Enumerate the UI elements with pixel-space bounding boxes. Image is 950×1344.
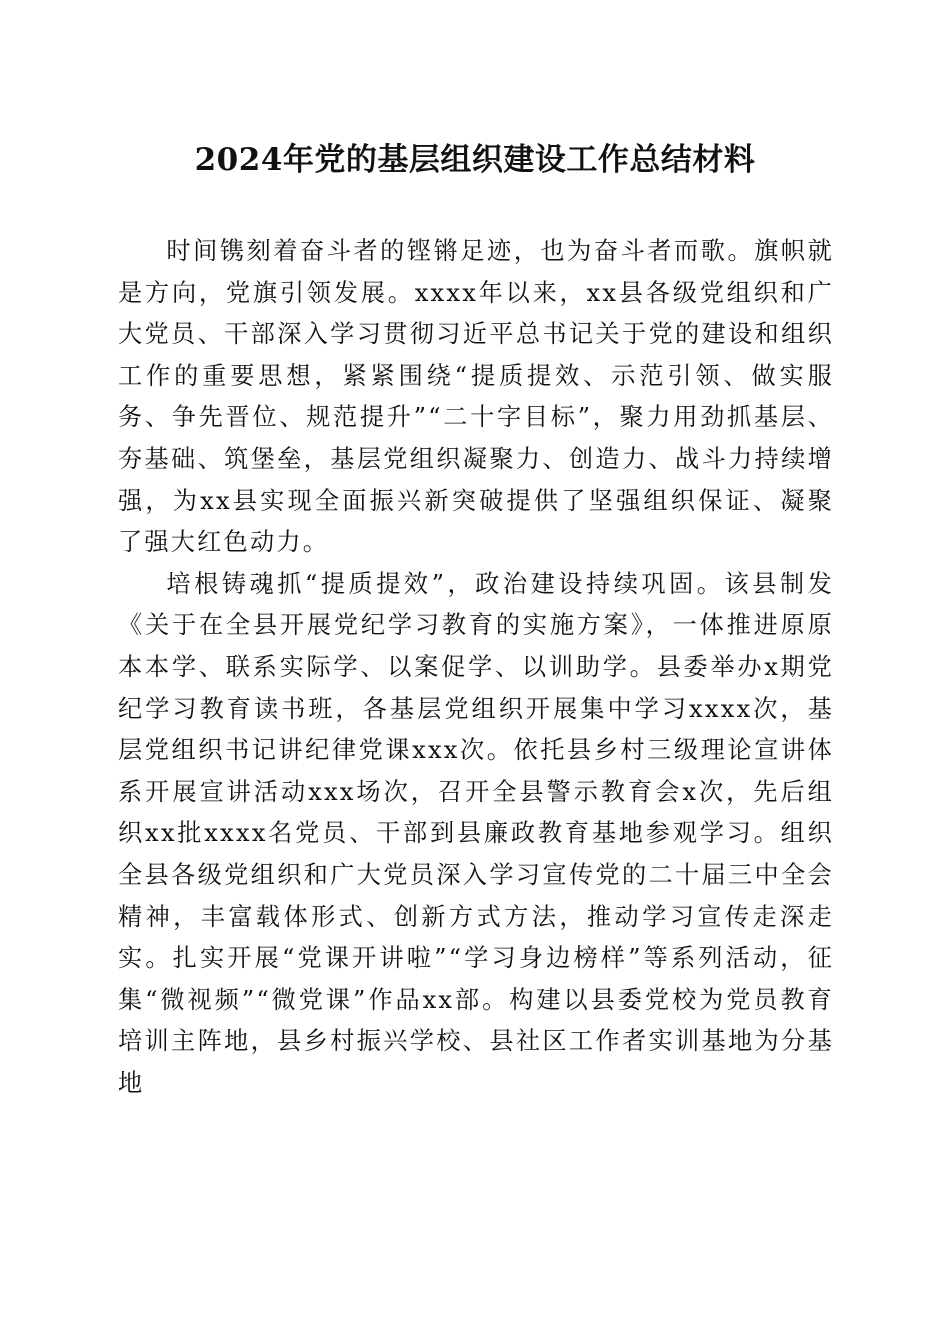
paragraph-political-building: 培根铸魂抓“提质提效”，政治建设持续巩固。该县制发《关于在全县开展党纪学习教育的实施方案》，一体推进原原本本学、联系实际学、以案促学、以训助学。县委举办x期党纪学习教育读书班，各基层党组织开展集中学习xxxx次，基层党组织书记讲纪律党课xxx次。依托县乡村三级理论宣讲体系开展宣讲活动xxx场次，召开全县警示教育会x次，先后组织xx批xxxx名党员、干部到县廉政教育基地参观学习。组织全县各级党组织和广大党员深入学习宣传党的二十届三中全会精神，丰富载体形式、创新方式方法，推动学习宣传走深走实。扎实开展“党课开讲啦”“学习身边榜样”等系列活动，征集“微视频”“微党课”作品xx部。构建以县委党校为党员教育培训主阵地，县乡村振兴学校、县社区工作者实训基地为分基地 bbox=[118, 569, 834, 1097]
paragraph-intro: 时间镌刻着奋斗者的铿锵足迹，也为奋斗者而歌。旗帜就是方向，党旗引领发展。xxxx年以来，xx县各级党组织和广大党员、干部深入学习贯彻习近平总书记关于党的建设和组织工作的重要思想，紧紧围绕“提质提效、示范引领、做实服务、争先晋位、规范提升”“二十字目标”，聚力用劲抓基层、夯基础、筑堡垒，基层党组织凝聚力、创造力、战斗力持续增强，为xx县实现全面振兴新突破提供了坚强组织保证、凝聚了强大红色动力。 bbox=[118, 237, 834, 557]
document-body bbox=[118, 231, 834, 1104]
document-title: 2024年党的基层组织建设工作总结材料 bbox=[194, 142, 756, 178]
